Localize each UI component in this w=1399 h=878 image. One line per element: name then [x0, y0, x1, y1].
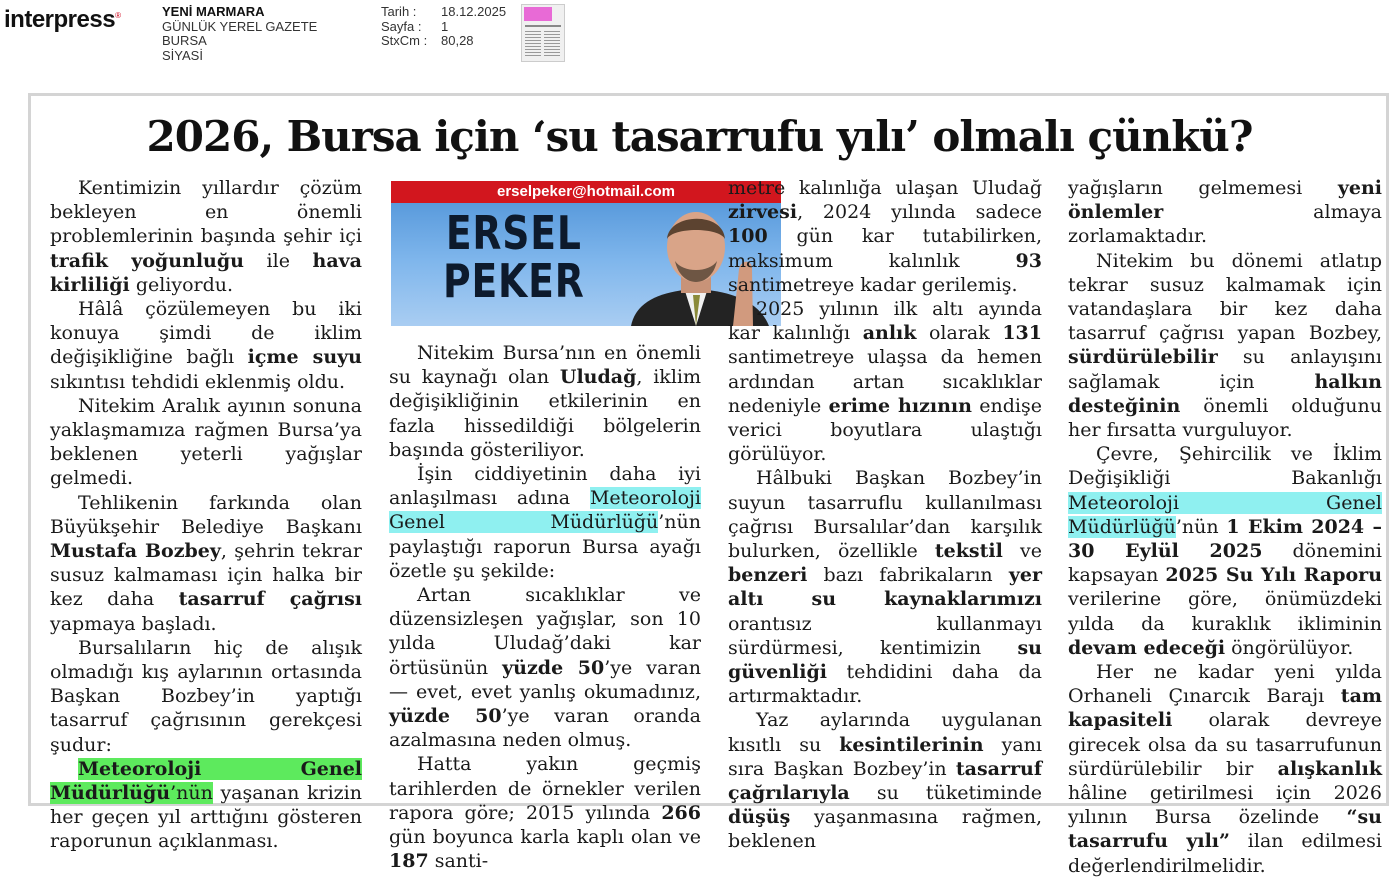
article-column-3 [728, 176, 1042, 854]
publication-name: YENİ MARMARA [162, 4, 265, 19]
clipping-meta [381, 5, 506, 49]
article-headline: 2026, Bursa için ‘su tasarrufu yılı’ olmalı çünkü? [146, 112, 1253, 161]
article-paragraph: metre kalınlığa ulaşan Uludağ zirvesi, 2024 yılında sadece 100 gün kar tutabilirken, maksimum kalınlık 93 santimetreye kadar gerilemiş. [728, 177, 1042, 296]
date-value: 18.12.2025 [441, 4, 507, 19]
columnist-box [391, 181, 781, 326]
article-paragraph: Hâlâ çözülemeyen bu iki konuya şimdi de iklim değişikliğine bağlı içme suyu sıkıntısı tehdidi eklenmiş oldu. [50, 298, 362, 393]
article-paragraph: 2025 yılının ilk altı ayında kar kalınlığı anlık olarak 131 santimetreye ulaşsa da hemen ardından artan sıcaklıklar nedeniyle erime hızının endişe verici boyutlara ulaştığı görülüyor. [728, 298, 1042, 466]
article-column-4 [1068, 176, 1382, 878]
article-paragraph: Artan sıcaklıklar ve düzensizleşen yağışlar, son 10 yılda Uludağ’daki kar örtüsünün yüzde 50’ye varan — evet, evet yanlış okumadınız, yüzde 50’ye varan oranda azalmasına neden olmuş. [389, 584, 701, 752]
columnist-name-line2: PEKER [443, 254, 585, 308]
article-paragraph: Nitekim Aralık ayının sonuna yaklaşmamıza rağmen Bursa’ya beklenen yeterli yağışlar gelmedi. [50, 394, 362, 490]
page-label: Sayfa : [381, 18, 422, 34]
article-paragraph: Bursalıların hiç de alışık olmadığı kış aylarının ortasında Başkan Bozbey’in yaptığı tasarruf çağrısının gerekçesi şudur: [50, 636, 362, 756]
article-paragraph: Hâlbuki Başkan Bozbey’in suyun tasarruflu kullanılması çağrısı Bursalılar’dan karşılık bulurken, özellikle tekstil ve benzeri bazı fabrikaların yer altı su kaynaklarımızı orantısız kullanmayı sürdürmesi, kentimizin su güvenliği tehdidini daha da artırmaktadır. [728, 467, 1042, 708]
article-paragraph: Meteoroloji Genel Müdürlüğü’nün yaşanan krizin her geçen yıl arttığını gösteren raporunun açıklanması. [50, 757, 362, 853]
stxcm-label: StxCm : [381, 33, 428, 48]
article-paragraph: Her ne kadar yeni yılda Orhaneli Çınarcık Barajı tam kapasiteli olarak devreye girecek olsa da su tasarrufunun sürdürülebilir bir alışkanlık hâline getirilmesi için 2026 yılının Bursa özelinde “su tasarrufu yılı” ilan edilmesi değerlendirilmelidir. [1068, 661, 1382, 877]
article-column-2 [389, 341, 701, 873]
article-paragraph: Yaz aylarında uygulanan kısıtlı su kesintilerinin yanı sıra Başkan Bozbey’in tasarruf çağrılarıyla su tüketiminde düşüş yaşanmasına rağmen, beklenen [728, 709, 1042, 853]
publication-type: GÜNLÜK YEREL GAZETE [162, 18, 318, 34]
page-value: 1 [441, 18, 449, 34]
article-paragraph: Tehlikenin farkında olan Büyükşehir Belediye Başkanı Mustafa Bozbey, şehrin tekrar susuz kalmaması için halka bir kez daha tasarruf çağrısı yapmaya başladı. [50, 491, 363, 635]
page-thumbnail[interactable] [521, 4, 565, 62]
article-paragraph: Kentimizin yıllardır çözüm bekleyen en önemli problemlerinin başında şehir içi trafik yoğunluğu ile hava kirliliği geliyordu. [50, 177, 362, 296]
article-paragraph: Nitekim bu dönemi atlatıp tekrar susuz kalmamak için vatandaşlara bir kez daha tasarruf çağrısı yapan Bozbey, sürdürülebilir su anlayışını sağlamak için halkın desteğinin önemli olduğunu her fırsatta vurguluyor. [1068, 249, 1382, 442]
columnist-name-line1: ERSEL [445, 206, 582, 260]
publication-section: SİYASİ [162, 47, 203, 63]
logo-text: interpress [4, 6, 116, 33]
article-paragraph: İşin ciddiyetinin daha iyi anlaşılması adına Meteoroloji Genel Müdürlüğü’nün paylaştığı raporun Bursa ayağı özetle şu şekilde: [389, 463, 701, 582]
article-paragraph: yağışların gelmemesi yeni önlemler almaya zorlamaktadır. [1068, 177, 1382, 248]
interpress-logo: interpress® [4, 6, 121, 33]
publication-info [162, 5, 317, 63]
date-label: Tarih : [381, 4, 417, 19]
columnist-name [443, 206, 585, 308]
article-paragraph: Çevre, Şehircilik ve İklim Değişikliği Bakanlığı Meteoroloji Genel Müdürlüğü’nün 1 Ekim 2024 – 30 Eylül 2025 dönemini kapsayan 2025 Su Yılı Raporu verilerine göre, önümüzdeki yılda da kuraklık ikliminin devam edeceği öngörülüyor. [1068, 443, 1383, 659]
publication-city: BURSA [162, 33, 207, 48]
article-paragraph: Hatta yakın geçmiş tarihlerden de örnekler verilen rapora göre; 2015 yılında 266 gün boyunca karla kaplı olan ve 187 santi- [389, 753, 701, 873]
columnist-email: erselpeker@hotmail.com [391, 181, 781, 203]
article-paragraph: Nitekim Bursa’nın en önemli su kaynağı olan Uludağ, iklim değişikliğinin etkilerinin en fazla hissedildiği bölgelerin başında gösteriliyor. [389, 342, 701, 461]
article-column-1 [50, 176, 362, 854]
stxcm-value: 80,28 [441, 33, 474, 48]
